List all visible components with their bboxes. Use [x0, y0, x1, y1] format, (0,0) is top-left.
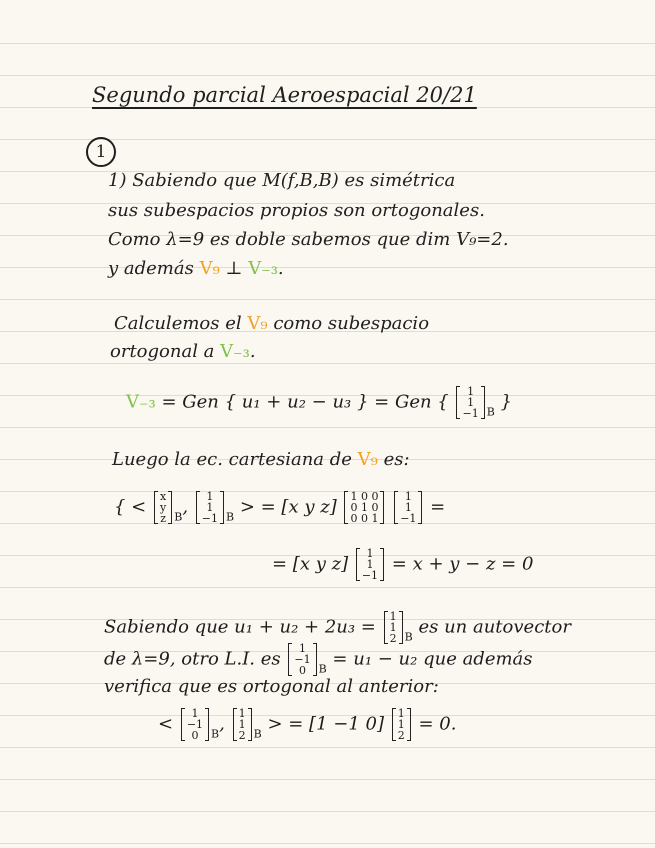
column-vector: 1 1 −1: [394, 491, 422, 524]
basis-subscript: B: [318, 662, 327, 676]
angle-open: { <: [114, 496, 147, 518]
p4-line1-tail: es un autovector: [418, 616, 571, 638]
p2-line2-text: ortogonal a: [110, 341, 215, 362]
cartesian-equation: = x + y − z = 0: [391, 553, 534, 575]
column-vector: 1 1 −1: [456, 386, 484, 419]
column-vector: 1 1 2: [384, 611, 403, 644]
equals: =: [430, 496, 446, 518]
period: .: [277, 258, 284, 279]
p4-line2-text: de λ=9, otro L.I. es: [104, 648, 281, 670]
p1-line2: sus subespacios propios son ortogonales.: [108, 200, 485, 221]
basis-subscript: B: [253, 727, 262, 741]
perp-symbol: ⊥: [225, 258, 243, 279]
column-vector: 1 −1 0: [181, 708, 209, 741]
row-vector: > = [x y z]: [239, 496, 337, 518]
final-result: = 0.: [418, 713, 457, 735]
period: .: [249, 341, 256, 362]
identity-matrix: 1 0 0 0 1 0 0 0 1: [344, 491, 384, 524]
vm3-label: V₋₃: [220, 341, 250, 362]
final-equation: [158, 708, 456, 741]
basis-subscript: B: [211, 727, 220, 741]
p2-line1-text: Calculemos el: [114, 313, 242, 334]
p3-line1: [112, 449, 410, 471]
p3-line1-text: Luego la ec. cartesiana de: [112, 449, 352, 470]
angle-open: <: [158, 713, 174, 735]
v9-label: V₉: [357, 449, 378, 470]
p2-line1-tail: como subespacio: [273, 313, 430, 334]
p1-line1: 1) Sabiendo que M(f,B,B) es simétrica: [108, 170, 456, 191]
result-equation: [272, 548, 533, 581]
column-vector: 1 1 −1: [196, 491, 224, 524]
gen-equation: [126, 386, 512, 419]
p2-line1: [114, 313, 429, 335]
vm3-label: V₋₃: [126, 391, 156, 413]
p2-line2: [110, 341, 256, 363]
p4-line2-tail: = u₁ − u₂ que además: [332, 648, 533, 670]
column-vector: 1 1 2: [392, 708, 411, 741]
p1-line4-text: y además: [108, 258, 194, 279]
basis-subscript: B: [174, 510, 183, 524]
vm3-label: V₋₃: [248, 258, 278, 279]
p4-line3: verifica que es ortogonal al anterior:: [104, 676, 439, 697]
basis-subscript: B: [404, 630, 413, 644]
gen-eq-mid: = Gen { u₁ + u₂ − u₃ } = Gen {: [161, 391, 449, 413]
exercise-number-badge: 1: [86, 137, 116, 167]
row-vector: > = [1 −1 0]: [267, 713, 384, 735]
page-title: Segundo parcial Aeroespacial 20/21: [92, 83, 477, 107]
column-vector: x y z: [154, 491, 172, 524]
column-vector: 1 1 2: [233, 708, 252, 741]
comma: ,: [219, 713, 225, 735]
p4-line2: [104, 643, 533, 676]
p3-line1-tail: es:: [383, 449, 410, 470]
column-vector: 1 −1 0: [288, 643, 316, 676]
gen-eq-end: }: [500, 391, 512, 413]
v9-label: V₉: [247, 313, 268, 334]
v9-label: V₉: [199, 258, 220, 279]
inner-product-equation: [114, 491, 445, 524]
p1-line3: Como λ=9 es doble sabemos que dim V₉=2.: [108, 229, 509, 250]
p4-line1: [104, 611, 571, 644]
comma: ,: [182, 496, 189, 518]
p4-line1-text: Sabiendo que u₁ + u₂ + 2u₃ =: [104, 616, 376, 638]
column-vector: 1 1 −1: [356, 548, 384, 581]
basis-subscript: B: [226, 510, 235, 524]
basis-subscript: B: [486, 405, 495, 419]
row-vector: = [x y z]: [272, 553, 349, 575]
p1-line4: [108, 258, 284, 280]
